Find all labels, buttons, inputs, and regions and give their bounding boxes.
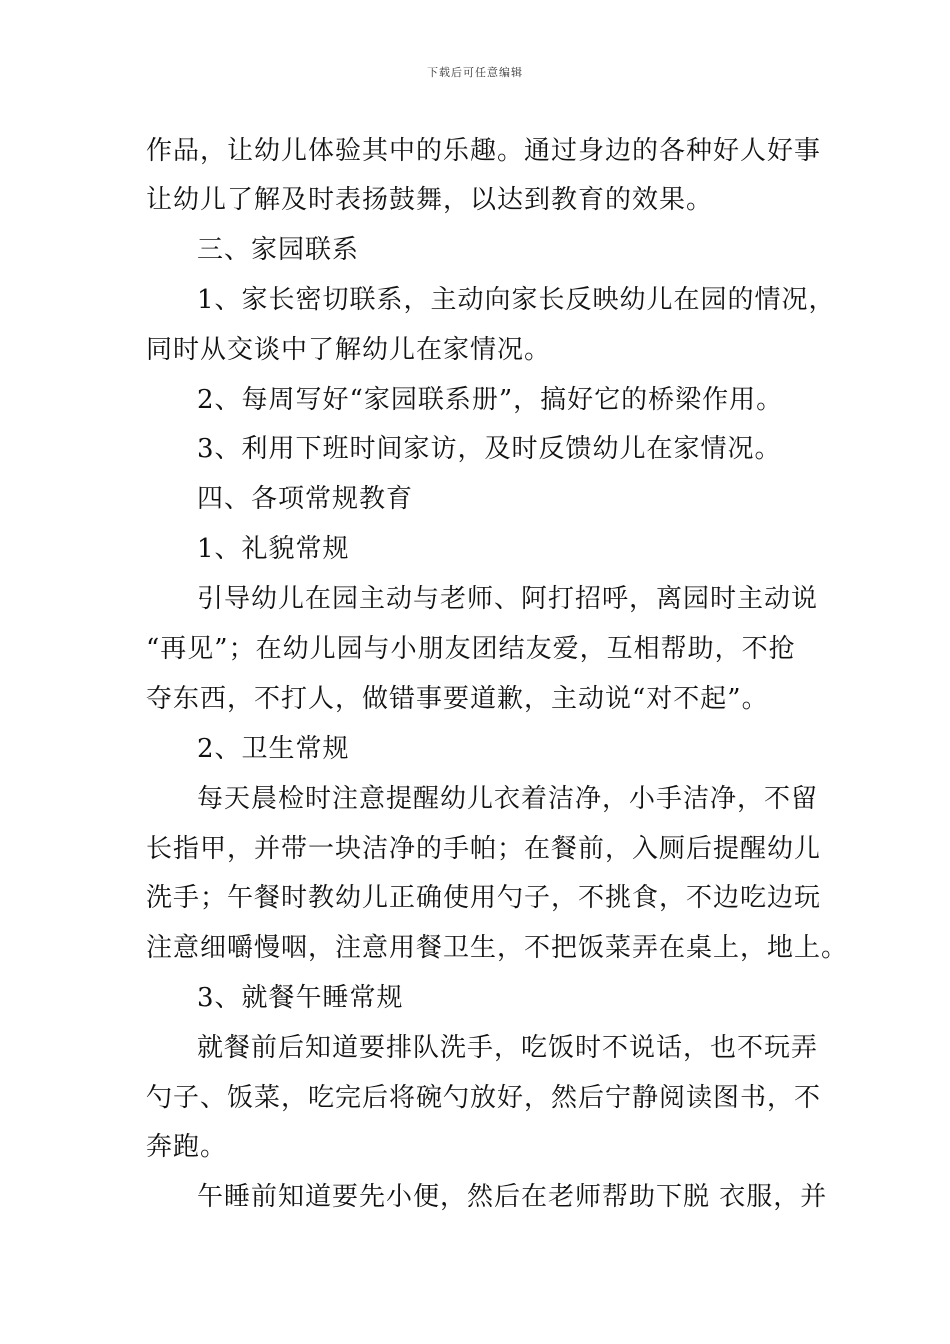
body-line: 引导幼儿在园主动与老师、阿打招呼，离园时主动说 — [197, 584, 819, 614]
body-line: 2、每周写好“家园联系册”，搞好它的桥梁作用。 — [197, 385, 784, 415]
section-heading: 四、各项常规教育 — [197, 484, 414, 514]
body-line: 让幼儿了解及时表扬鼓舞，以达到教育的效果。 — [146, 185, 714, 215]
body-line: 同时从交谈中了解幼儿在家情况。 — [146, 335, 552, 365]
body-line: 洗手；午餐时教幼儿正确使用勺子，不挑食，不边吃边玩 — [146, 883, 822, 913]
header-note: 下载后可任意编辑 — [427, 66, 523, 79]
body-line: 作品，让幼儿体验其中的乐趣。通过身边的各种好人好事 — [146, 136, 822, 166]
body-line: 长指甲，并带一块洁净的手帕；在餐前，入厕后提醒幼儿 — [146, 834, 822, 864]
body-line: 夺东西，不打人，做错事要道歉，主动说“对不起”。 — [146, 684, 769, 714]
body-line: 勺子、饭菜，吃完后将碗勺放好，然后宁静阅读图书，不 — [146, 1083, 822, 1113]
body-line: 就餐前后知道要排队洗手，吃饭时不说话，也不玩弄 — [197, 1033, 819, 1063]
body-line: 午睡前知道要先小便，然后在老师帮助下脱 衣服，并 — [197, 1182, 828, 1212]
body-line: 奔跑。 — [146, 1132, 228, 1162]
body-line: 注意细嚼慢咽，注意用餐卫生，不把饭菜弄在桌上，地上。 — [146, 933, 849, 963]
body-line: 每天晨检时注意提醒幼儿衣着洁净，小手洁净，不留 — [197, 784, 819, 814]
section-heading: 三、家园联系 — [197, 235, 360, 265]
subsection-heading: 2、卫生常规 — [197, 734, 350, 764]
subsection-heading: 1、礼貌常规 — [197, 534, 350, 564]
subsection-heading: 3、就餐午睡常规 — [197, 983, 404, 1013]
body-line: “再见”；在幼儿园与小朋友团结友爱，互相帮助，不抢 — [146, 634, 796, 664]
body-line: 3、利用下班时间家访，及时反馈幼儿在家情况。 — [197, 434, 782, 464]
body-line: 1、家长密切联系，主动向家长反映幼儿在园的情况， — [197, 285, 836, 315]
